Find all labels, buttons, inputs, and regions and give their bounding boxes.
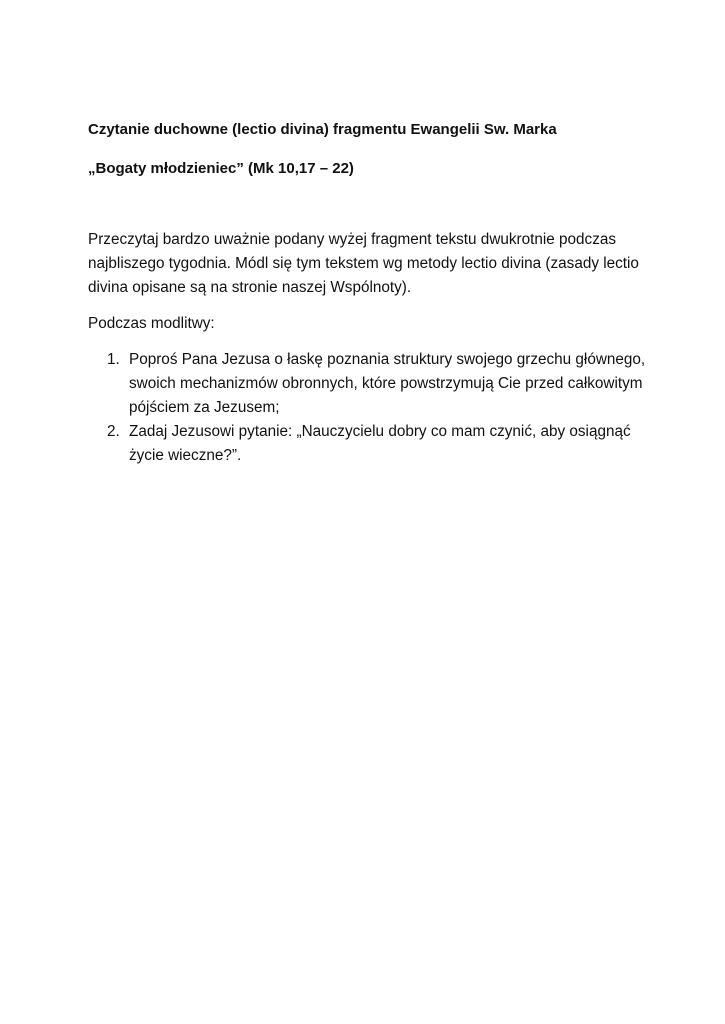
document-subtitle: „Bogaty młodzieniec” (Mk 10,17 – 22) (88, 160, 354, 177)
document-title: Czytanie duchowne (lectio divina) fragmentu Ewangelii Sw. Marka (88, 121, 557, 138)
list-item (88, 348, 648, 420)
prayer-label: Podczas modlitwy: (88, 315, 215, 332)
document-content (88, 118, 648, 468)
intro-paragraph: Przeczytaj bardzo uważnie podany wyżej fragment tekstu dwukrotnie podczas najbliszego tygodnia. Módl się tym tekstem wg metody lectio divina (zasady lectio divina opisane są na stronie naszej Wspólnoty). (88, 231, 639, 296)
list-item-number: 1. (107, 351, 120, 368)
list-item (88, 420, 648, 468)
list-item-text: Zadaj Jezusowi pytanie: „Nauczycielu dobry co mam czynić, aby osiągnąć życie wieczne?”. (129, 423, 631, 464)
list-item-number: 2. (107, 423, 120, 440)
list-item-text: Poproś Pana Jezusa o łaskę poznania struktury swojego grzechu głównego, swoich mechanizmów obronnych, które powstrzymują Cie przed całkowitym pójściem za Jezusem; (129, 351, 646, 416)
prayer-list (88, 348, 648, 468)
